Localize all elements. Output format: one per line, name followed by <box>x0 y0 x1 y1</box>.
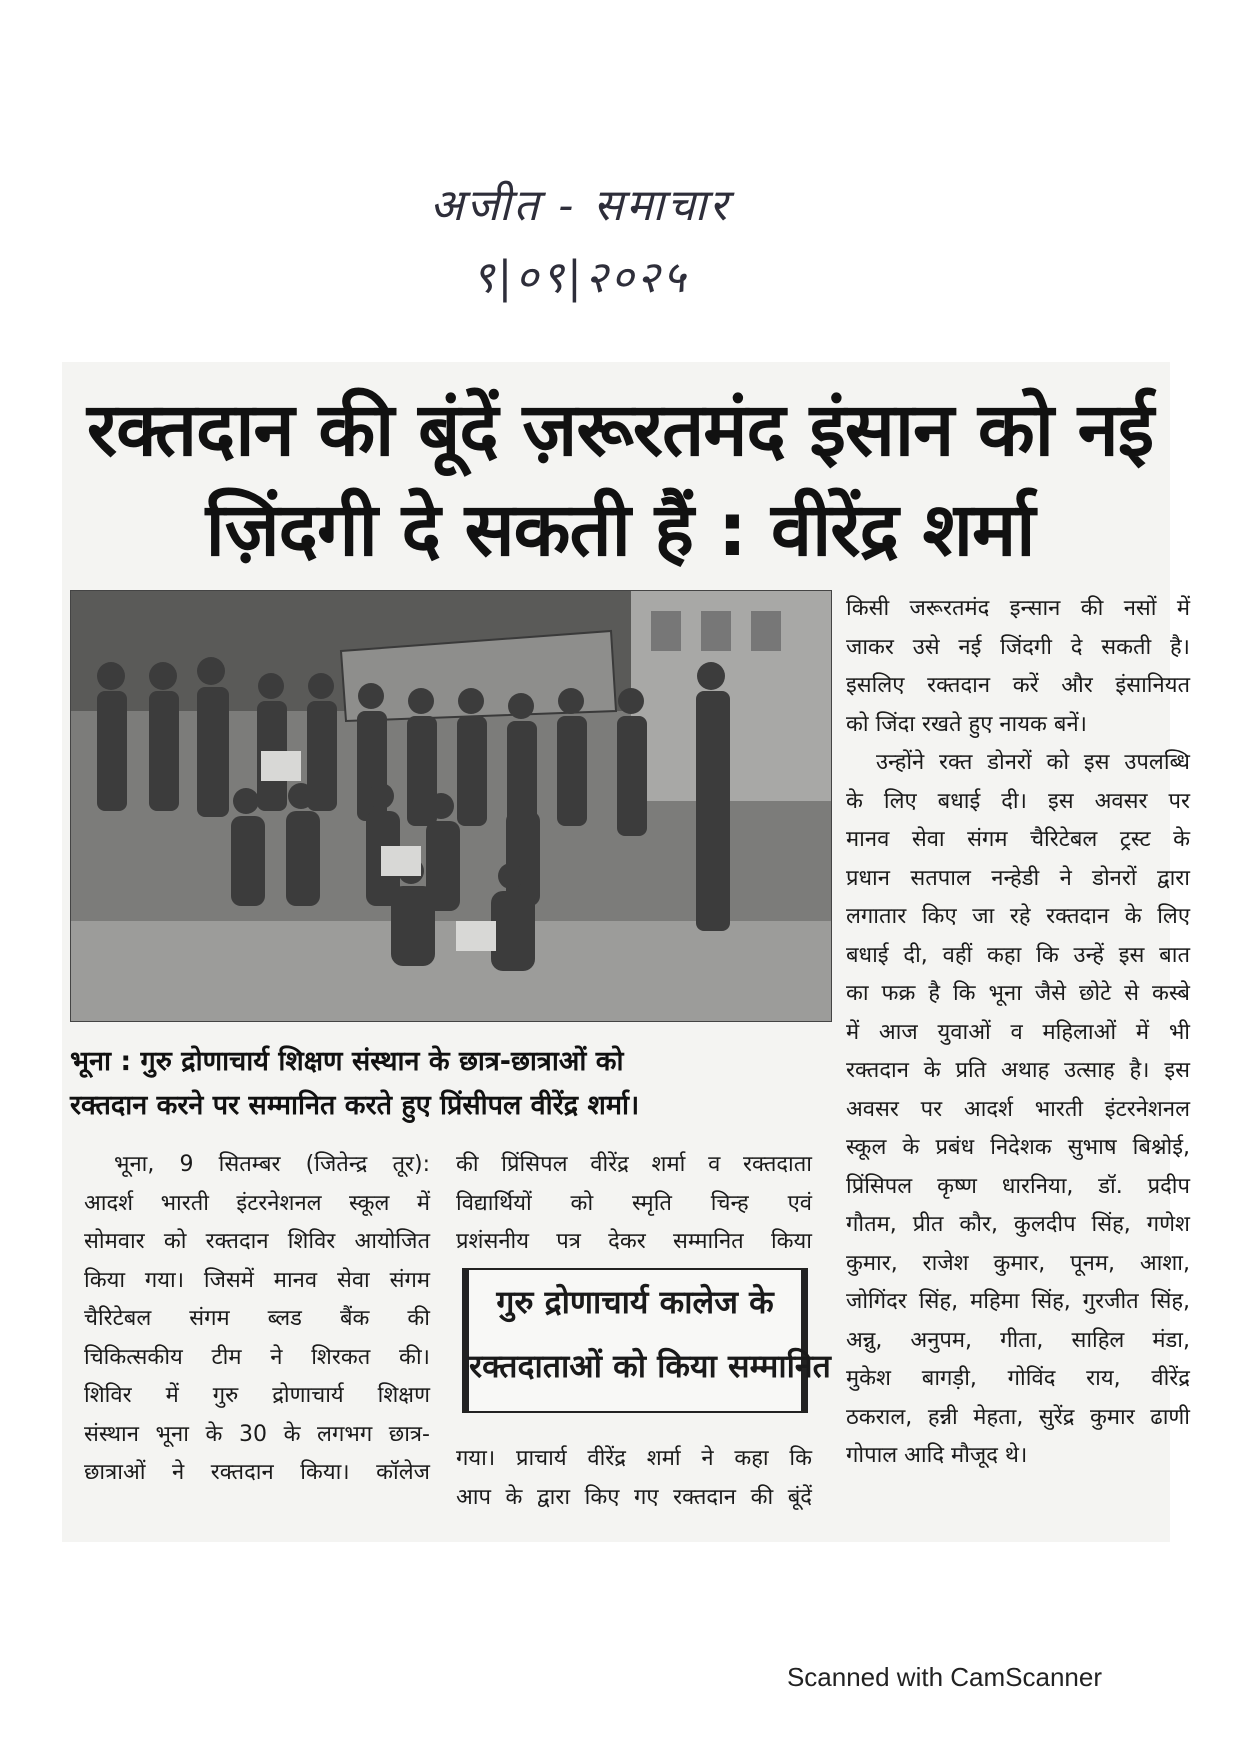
handwritten-note <box>300 170 860 314</box>
column-3-line: के लिए बधाई दी। इस अवसर पर <box>846 788 1190 814</box>
column-1-line: किया गया। जिसमें मानव सेवा संगम <box>84 1267 430 1293</box>
column-3-line: में आज युवाओं व महिलाओं में भी <box>846 1019 1190 1045</box>
column-1-line: आदर्श भारती इंटरनेशनल स्कूल में <box>84 1190 430 1216</box>
column-2-line: प्रशंसनीय पत्र देकर सम्मानित किया <box>456 1229 812 1254</box>
column-3-line: को जिंदा रखते हुए नायक बनें। <box>846 711 1088 737</box>
column-3-line: उन्होंने रक्त डोनरों को इस उपलब्धि <box>876 750 1190 775</box>
article-column-2-bottom <box>456 1440 812 1517</box>
column-3-line: प्रधान सतपाल नन्हेडी ने डोनरों द्वारा <box>846 865 1190 891</box>
column-3-line: मानव सेवा संगम चैरिटेबल ट्रस्ट के <box>846 827 1190 852</box>
handwritten-note-date: ९|०९|२०२५ <box>471 252 689 303</box>
column-1-line: छात्राओं ने रक्तदान किया। कॉलेज <box>84 1460 430 1485</box>
column-3-line: जाकर उसे नई जिंदगी दे सकती है। <box>846 634 1190 660</box>
headline-line-2: ज़िंदगी दे सकती हैं : वीरेंद्र शर्मा <box>205 487 1035 573</box>
column-2-line: विद्यार्थियों को स्मृति चिन्ह एवं <box>456 1190 812 1216</box>
column-3-line: मुकेश बागड़ी, गोविंद राय, वीरेंद्र <box>846 1366 1190 1391</box>
photo-caption <box>70 1040 830 1128</box>
group-photo-illustration <box>71 591 831 1021</box>
article-column-2-top <box>456 1146 812 1262</box>
column-3-line: का फक्र है कि भूना जैसे छोटे से कस्बे <box>846 981 1190 1006</box>
subheading-box <box>462 1268 831 1413</box>
column-3-line: जोगिंदर सिंह, महिमा सिंह, गुरजीत सिंह, <box>846 1289 1190 1314</box>
headline-line-1: रक्तदान की बूंदें ज़रूरतमंद इंसान को नई <box>86 387 1154 473</box>
column-3-line: रक्तदान के प्रति अथाह उत्साह है। इस <box>846 1058 1190 1083</box>
column-1-line: चिकित्सकीय टीम ने शिरकत की। <box>84 1344 430 1370</box>
column-1-line: संस्थान भूना के 30 के लगभग छात्र- <box>84 1421 430 1447</box>
column-3-line: कुमार, राजेश कुमार, पूनम, आशा, <box>846 1250 1190 1276</box>
column-1-line: शिविर में गुरु द्रोणाचार्य शिक्षण <box>84 1383 430 1408</box>
article-column-3 <box>846 590 1190 1476</box>
handwritten-note-source: अजीत - समाचार <box>429 180 731 231</box>
photo-caption-line-2: रक्तदान करने पर सम्मानित करते हुए प्रिंसीपल वीरेंद्र शर्मा। <box>70 1090 640 1121</box>
column-3-line: गौतम, प्रीत कौर, कुलदीप सिंह, गणेश <box>846 1212 1190 1237</box>
column-2-line: की प्रिंसिपल वीरेंद्र शर्मा व रक्तदाता <box>456 1152 812 1177</box>
column-1-line: सोमवार को रक्तदान शिविर आयोजित <box>84 1229 430 1254</box>
column-2-line: आप के द्वारा किए गए रक्तदान की बूंदें <box>456 1484 812 1510</box>
subheading-line-1: गुरु द्रोणाचार्य कालेज के <box>496 1283 774 1321</box>
column-1-line: भूना, 9 सितम्बर (जितेन्द्र तूर): <box>114 1152 430 1177</box>
column-3-line: स्कूल के प्रबंध निदेशक सुभाष बिश्नोई, <box>846 1135 1190 1160</box>
scanner-watermark: Scanned with CamScanner <box>786 1662 1102 1692</box>
column-3-line: किसी जरूरतमंद इन्सान की नसों में <box>846 596 1190 621</box>
column-3-line: बधाई दी, वहीं कहा कि उन्हें इस बात <box>846 942 1190 968</box>
photo-caption-line-1: भूना : गुरु द्रोणाचार्य शिक्षण संस्थान के छात्र-छात्राओं को <box>70 1046 624 1077</box>
column-2-line: गया। प्राचार्य वीरेंद्र शर्मा ने कहा कि <box>456 1446 812 1471</box>
column-3-line: अन्नु, अनुपम, गीता, साहिल मंडा, <box>846 1327 1190 1353</box>
column-1-line: चैरिटेबल संगम ब्लड बैंक की <box>84 1306 430 1331</box>
subheading-line-2: रक्तदाताओं को किया सम्मानित <box>469 1347 831 1385</box>
column-3-line: अवसर पर आदर्श भारती इंटरनेशनल <box>846 1096 1190 1122</box>
column-3-line: इसलिए रक्तदान करें और इंसानियत <box>846 673 1190 698</box>
column-3-line: गोपाल आदि मौजूद थे। <box>846 1443 1028 1468</box>
column-3-line: प्रिंसिपल कृष्ण धारनिया, डॉ. प्रदीप <box>846 1173 1190 1199</box>
article-column-1 <box>84 1146 430 1493</box>
column-3-line: लगातार किए जा रहे रक्तदान के लिए <box>846 904 1190 929</box>
column-3-line: ठकराल, हन्नी मेहता, सुरेंद्र कुमार ढाणी <box>846 1404 1190 1430</box>
headline <box>70 380 1170 580</box>
group-photo <box>70 590 832 1022</box>
